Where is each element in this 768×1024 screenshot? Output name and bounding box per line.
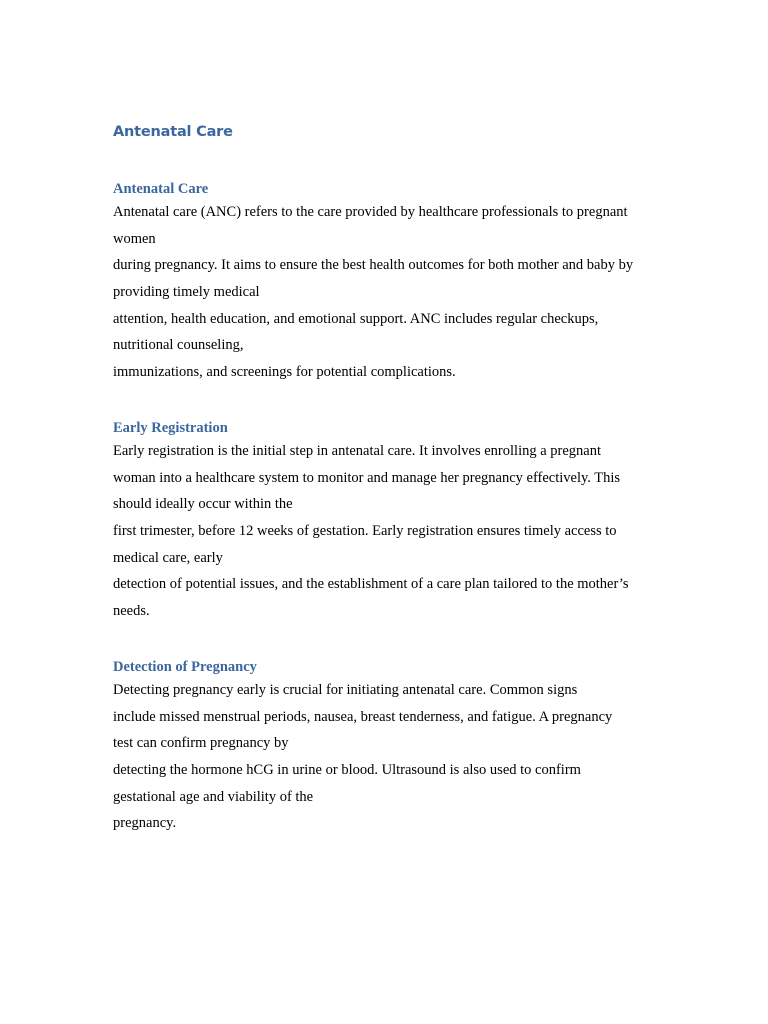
section-early-registration xyxy=(113,418,673,625)
paragraph-line: detecting the hormone hCG in urine or blood. Ultrasound is also used to confirm xyxy=(113,762,581,779)
paragraph-line: needs. xyxy=(113,603,150,620)
paragraph-line: woman into a healthcare system to monitor and manage her pregnancy effectively. This xyxy=(113,469,621,486)
section-heading: Detection of Pregnancy xyxy=(113,659,257,675)
paragraph-line: immunizations, and screenings for potential complications. xyxy=(113,364,456,381)
paragraph-line: first trimester, before 12 weeks of gestation. Early registration ensures timely access to xyxy=(113,523,617,540)
section-detection-of-pregnancy xyxy=(113,657,673,837)
paragraph-line: medical care, early xyxy=(113,549,223,566)
paragraph-line: Detecting pregnancy early is crucial for initiating antenatal care. Common signs xyxy=(113,682,578,698)
section-antenatal-care xyxy=(113,179,673,386)
paragraph-line: women xyxy=(113,230,156,247)
paragraph-line: should ideally occur within the xyxy=(113,496,293,513)
paragraph-line: pregnancy. xyxy=(113,815,177,832)
paragraph-line: test can confirm pregnancy by xyxy=(113,735,289,752)
paragraph-line: gestational age and viability of the xyxy=(113,788,314,805)
paragraph-line: Antenatal care (ANC) refers to the care provided by healthcare professionals to pregnant xyxy=(113,204,628,220)
section-heading: Early Registration xyxy=(113,420,228,436)
section-heading: Antenatal Care xyxy=(113,181,209,197)
paragraph-line: Early registration is the initial step in antenatal care. It involves enrolling a pregnant xyxy=(113,443,602,459)
paragraph-line: include missed menstrual periods, nausea, breast tenderness, and fatigue. A pregnancy xyxy=(113,708,613,725)
paragraph-line: during pregnancy. It aims to ensure the best health outcomes for both mother and baby by xyxy=(113,257,634,274)
paragraph-line: attention, health education, and emotional support. ANC includes regular checkups, xyxy=(113,310,599,327)
paragraph-line: detection of potential issues, and the establishment of a care plan tailored to the mother’s xyxy=(113,576,629,593)
paragraph-line: nutritional counseling, xyxy=(113,337,244,354)
paragraph-line: providing timely medical xyxy=(113,284,260,301)
document-title: Antenatal Care xyxy=(113,124,233,140)
